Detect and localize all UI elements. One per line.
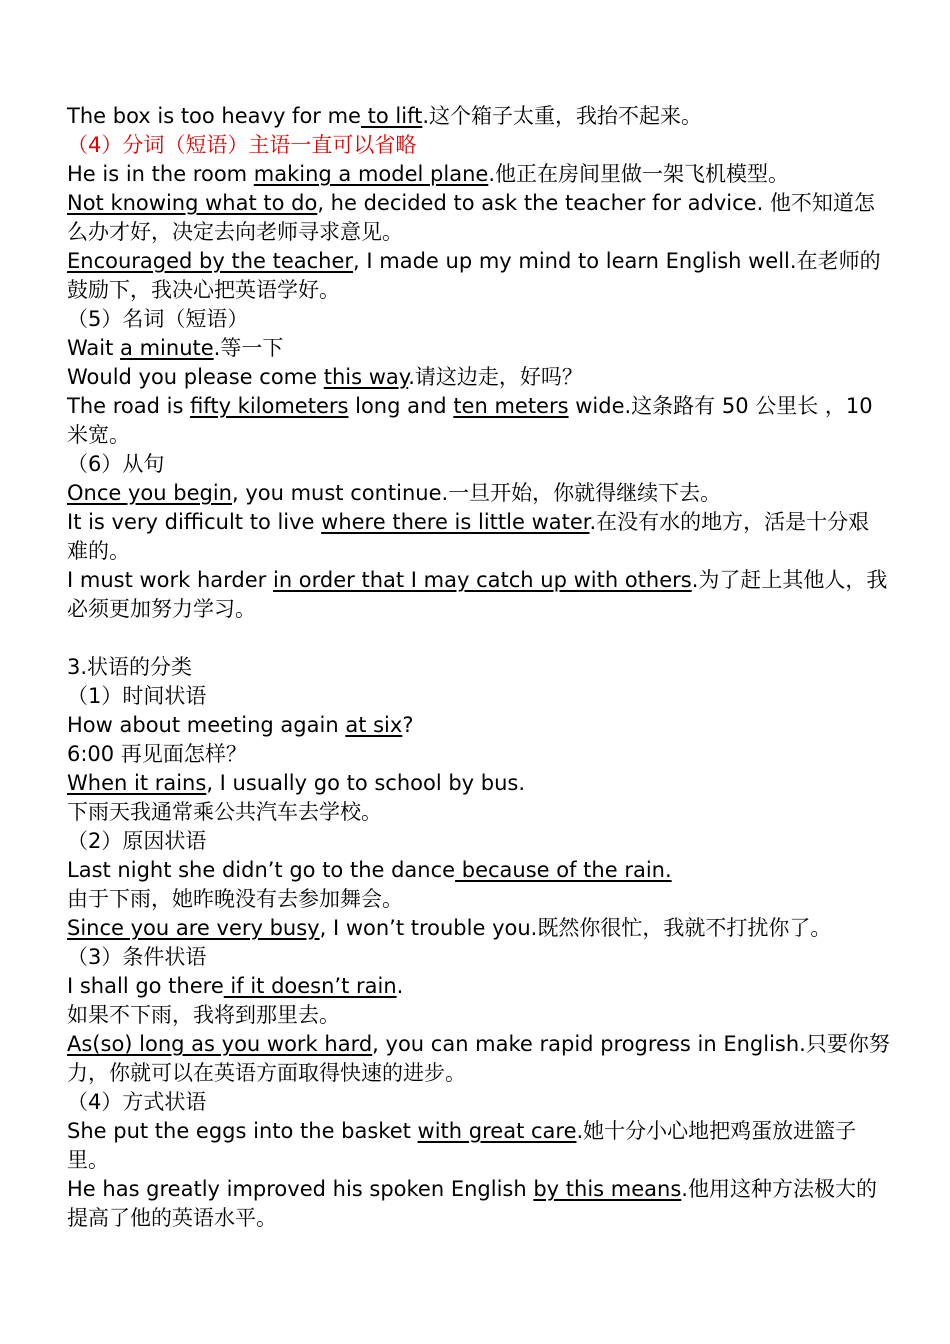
text-line — [67, 566, 890, 624]
text-segment: .这个箱子太重，我抬不起来。 — [422, 104, 703, 128]
underlined-phrase: a minute — [120, 336, 214, 360]
text-segment: .请这边走，好吗？ — [408, 365, 583, 389]
text-segment: long and — [348, 394, 454, 418]
text-segment: （6）从句 — [67, 452, 165, 476]
text-segment: . — [396, 974, 404, 998]
text-line — [67, 1117, 890, 1175]
text-segment: She put the eggs into the basket — [67, 1119, 418, 1143]
text-segment: He has greatly improved his spoken English — [67, 1177, 534, 1201]
text-segment: I shall go there — [67, 974, 224, 998]
text-line — [67, 479, 890, 508]
underlined-phrase: at six — [345, 713, 403, 737]
text-line — [67, 392, 890, 450]
text-segment: （1）时间状语 — [67, 684, 207, 708]
text-line — [67, 450, 890, 479]
underlined-phrase: When it rains — [67, 771, 207, 795]
underlined-phrase: making a model plane — [253, 162, 489, 186]
text-line — [67, 827, 890, 856]
underlined-phrase: Since you are very busy — [67, 916, 320, 940]
text-line — [67, 160, 890, 189]
text-segment: （3）条件状语 — [67, 945, 207, 969]
text-line — [67, 711, 890, 740]
text-segment: He is in the room — [67, 162, 254, 186]
text-line — [67, 1088, 890, 1117]
text-line — [67, 885, 890, 914]
text-line — [67, 363, 890, 392]
text-segment: 下雨天我通常乘公共汽车去学校。 — [67, 800, 382, 824]
text-line — [67, 102, 890, 131]
underlined-phrase: because of the rain. — [455, 858, 672, 882]
underlined-phrase: Once you begin — [67, 481, 232, 505]
text-line — [67, 247, 890, 305]
text-segment: 6:00 再见面怎样？ — [67, 742, 247, 766]
underlined-phrase: Not knowing what to do — [67, 191, 318, 215]
text-line — [67, 682, 890, 711]
text-segment: The road is — [67, 394, 191, 418]
text-segment: 3.状语的分类 — [67, 655, 193, 679]
text-segment: It is very difficult to live — [67, 510, 322, 534]
text-line — [67, 189, 890, 247]
text-segment: , I usually go to school by bus. — [206, 771, 526, 795]
text-segment: （5）名词（短语） — [67, 307, 249, 331]
text-line — [67, 798, 890, 827]
underlined-phrase: to lift — [360, 104, 423, 128]
text-line — [67, 653, 890, 682]
text-segment: , I won’t trouble you.既然你很忙，我就不打扰你了。 — [319, 916, 832, 940]
text-segment: （4）方式状语 — [67, 1090, 207, 1114]
text-segment: , he decided to ask the teacher for advice. 他不知道怎么办才好，决定去向老师寻求意见。 — [67, 191, 875, 244]
text-line — [67, 972, 890, 1001]
text-segment: （4）分词（短语）主语一直可以省略 — [67, 133, 417, 157]
text-segment: How about meeting again — [67, 713, 346, 737]
text-segment: Would you please come — [67, 365, 324, 389]
text-segment: ? — [402, 713, 414, 737]
underlined-phrase: ten meters — [453, 394, 569, 418]
underlined-phrase: Encouraged by the teacher — [67, 249, 354, 273]
underlined-phrase: in order that I may catch up with others — [272, 568, 692, 592]
text-line — [67, 856, 890, 885]
text-segment: .等一下 — [213, 336, 284, 360]
underlined-phrase: fifty kilometers — [190, 394, 349, 418]
text-segment: Wait — [67, 336, 121, 360]
text-segment: Last night she didn’t go to the dance — [67, 858, 456, 882]
document-body — [67, 102, 890, 1233]
text-segment: .她十分小心地把鸡蛋放进篮子里。 — [67, 1119, 857, 1172]
underlined-phrase: where there is little water — [321, 510, 590, 534]
text-segment: I must work harder — [67, 568, 273, 592]
text-segment: .他正在房间里做一架飞机模型。 — [488, 162, 789, 186]
text-segment: 如果不下雨，我将到那里去。 — [67, 1003, 340, 1027]
underlined-phrase: with great care — [417, 1119, 577, 1143]
text-segment: 由于下雨，她昨晚没有去参加舞会。 — [67, 887, 403, 911]
underlined-phrase: by this means — [533, 1177, 682, 1201]
text-segment: wide.这条路有 50 公里长 ，10 米宽。 — [67, 394, 873, 447]
text-segment: The box is too heavy for me — [67, 104, 361, 128]
text-line — [67, 334, 890, 363]
text-segment: , you can make rapid progress in English.只要你努力，你就可以在英语方面取得快速的进步。 — [67, 1032, 890, 1085]
blank-line — [67, 624, 890, 653]
text-line — [67, 131, 890, 160]
underlined-phrase: As(so) long as you work hard — [67, 1032, 373, 1056]
underlined-phrase: this way — [323, 365, 409, 389]
underlined-phrase: if it doesn’t rain — [223, 974, 397, 998]
text-segment: .为了赶上其他人，我必须更加努力学习。 — [67, 568, 888, 621]
text-segment: , you must continue.一旦开始，你就得继续下去。 — [231, 481, 722, 505]
text-line — [67, 1175, 890, 1233]
text-line — [67, 305, 890, 334]
text-line — [67, 943, 890, 972]
text-segment: , I made up my mind to learn English well.在老师的鼓励下，我决心把英语学好。 — [67, 249, 881, 302]
text-line — [67, 740, 890, 769]
text-segment: .他用这种方法极大的提高了他的英语水平。 — [67, 1177, 877, 1230]
text-segment: （2）原因状语 — [67, 829, 207, 853]
text-line — [67, 769, 890, 798]
text-segment: .在没有水的地方，活是十分艰难的。 — [67, 510, 870, 563]
text-line — [67, 1001, 890, 1030]
text-line — [67, 1030, 890, 1088]
text-line — [67, 508, 890, 566]
text-line — [67, 914, 890, 943]
